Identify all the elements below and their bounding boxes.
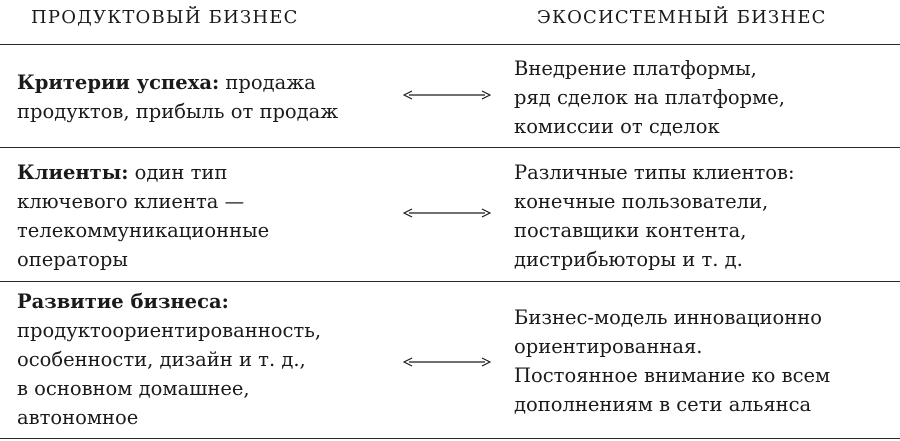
cell-line: телекоммуникационные (17, 219, 270, 242)
double-headed-arrow-icon (403, 207, 491, 219)
cell-line: дистрибьюторы и т. д. (514, 248, 743, 271)
cell-line: особенности, дизайн и т. д., (17, 348, 306, 371)
table-row-business-development (0, 281, 900, 438)
product-cell-success-criteria (17, 68, 338, 126)
column-header-ecosystem-business: ЭКОСИСТЕМНЫЙ БИЗНЕС (537, 7, 827, 28)
cell-first-line (17, 68, 338, 97)
cell-line: ряд сделок на платформе, (514, 86, 785, 109)
cell-first-line (17, 287, 321, 316)
column-header-product-business: ПРОДУКТОВЫЙ БИЗНЕС (31, 7, 299, 28)
cell-line: конечные пользователи, (514, 190, 769, 213)
cell-line: продуктоориентированность, (17, 319, 322, 342)
cell-line: операторы (17, 248, 128, 271)
product-cell-clients (17, 158, 269, 274)
cell-line: Бизнес-модель инновационно (514, 306, 823, 329)
row-label: Клиенты: (17, 161, 129, 184)
cell-line: автономное (17, 406, 139, 429)
cell-line: в основном домашнее, (17, 377, 250, 400)
row-label: Критерии успеха: (17, 71, 220, 94)
table-row-clients (0, 147, 900, 281)
ecosystem-cell-success-criteria (514, 54, 785, 141)
cell-line: поставщики контента, (514, 219, 747, 242)
cell-text: один тип (128, 161, 228, 184)
table-rule-bottom (0, 438, 900, 439)
row-label: Развитие бизнеса: (17, 290, 229, 313)
cell-line: дополнениям в сети альянса (514, 393, 812, 416)
cell-line: ключевого клиента — (17, 190, 245, 213)
ecosystem-cell-business-development (514, 303, 830, 419)
double-headed-arrow-icon (403, 356, 491, 368)
double-headed-arrow-icon (403, 89, 491, 101)
product-cell-business-development (17, 287, 321, 432)
cell-line: Внедрение платформы, (514, 57, 757, 80)
cell-first-line (17, 158, 269, 187)
ecosystem-cell-clients (514, 158, 795, 274)
cell-line: ориентированная. (514, 335, 703, 358)
cell-line: комиссии от сделок (514, 115, 720, 138)
cell-text: продажа (219, 71, 316, 94)
table-row-success-criteria (0, 44, 900, 147)
cell-line: продуктов, прибыль от продаж (17, 100, 339, 123)
cell-line: Различные типы клиентов: (514, 161, 795, 184)
cell-line: Постоянное внимание ко всем (514, 364, 831, 387)
